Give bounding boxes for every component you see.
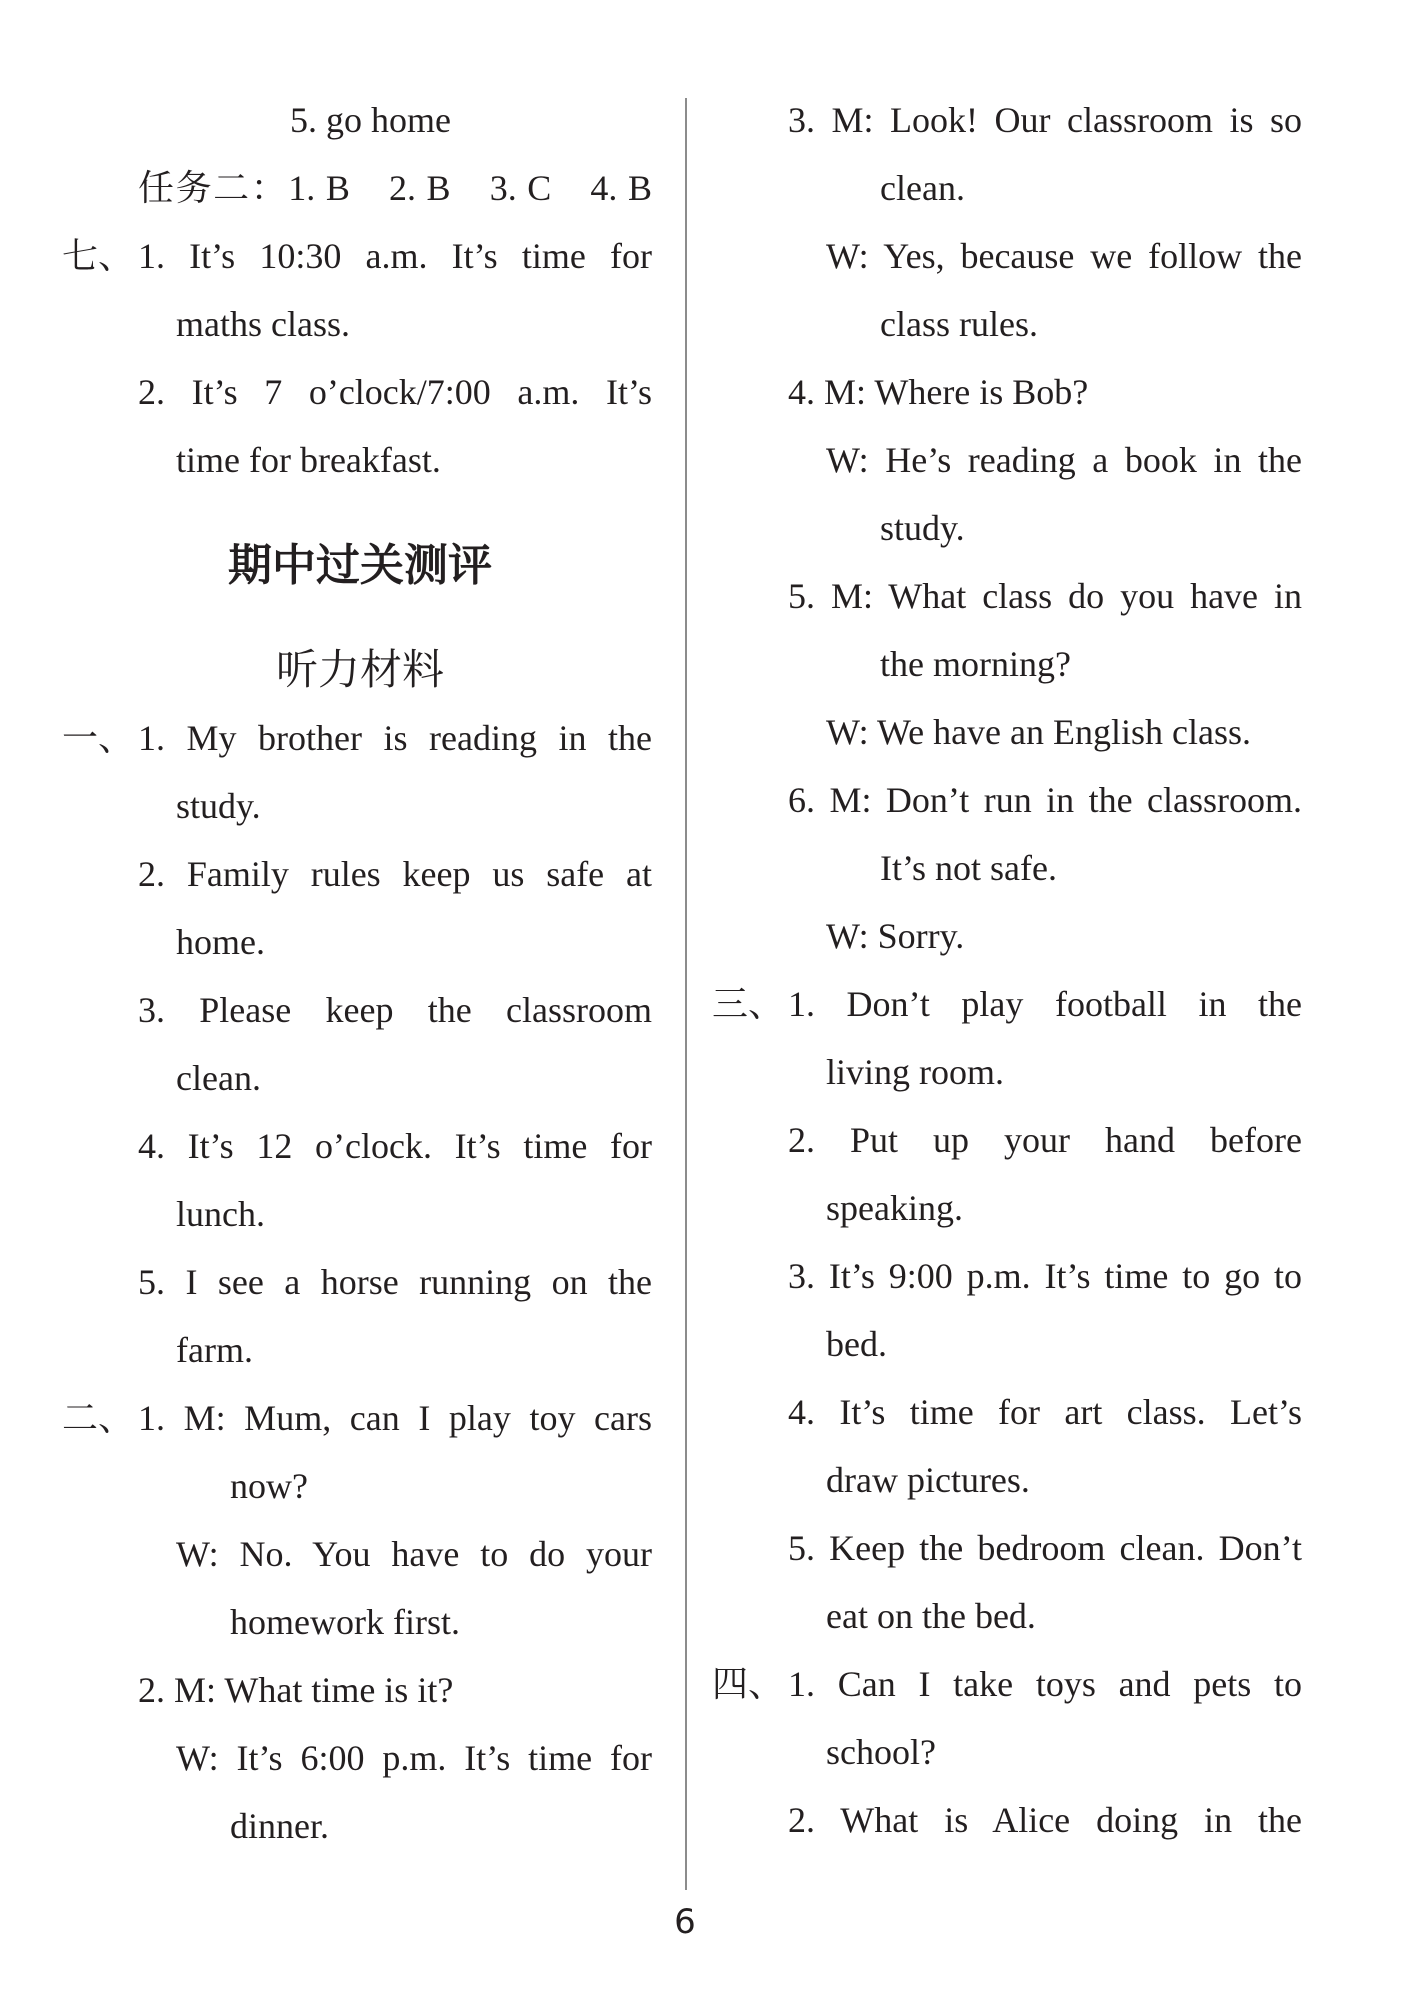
dialogue-4-woman: W: He’s reading a book in the [826,440,1302,480]
dialogue-5-man: 5. M: What class do you have in [788,576,1302,616]
section-1-item-5-cont: farm. [176,1330,253,1370]
section-4-item-1-cont: school? [826,1732,936,1772]
section-3-item-4: 4. It’s time for art class. Let’s [788,1392,1302,1432]
dialogue-3-man: 3. M: Look! Our classroom is so [788,100,1302,140]
section-3-item-3-cont: bed. [826,1324,887,1364]
section-3-item-2-cont: speaking. [826,1188,963,1228]
dialogue-5-man-cont: the morning? [880,644,1071,684]
section-1-item-4-cont: lunch. [176,1194,265,1234]
dialogue-1-woman: W: No. You have to do your [176,1534,652,1574]
section-3-label: 三、 [712,984,785,1024]
section-4-label: 四、 [712,1664,785,1704]
dialogue-4-man: 4. M: Where is Bob? [788,372,1089,412]
section-4-item-2: 2. What is Alice doing in the [788,1800,1302,1840]
dialogue-6-woman: W: Sorry. [826,916,965,956]
section-7-item-2-cont: time for breakfast. [176,440,441,480]
task2-answers: 任务二：1. B 2. B 3. C 4. B [138,168,652,208]
dialogue-6-man-cont: It’s not safe. [880,848,1057,888]
section-1-item-3-cont: clean. [176,1058,261,1098]
section-2-label: 二、 [62,1398,135,1438]
section-4-item-1: 1. Can I take toys and pets to [788,1664,1302,1704]
section-1-label: 一、 [62,718,135,758]
dialogue-1-man: 1. M: Mum, can I play toy cars [138,1398,652,1438]
section-7-item-2: 2. It’s 7 o’clock/7:00 a.m. It’s [138,372,652,412]
section-7-label: 七、 [62,236,135,276]
section-1-item-2: 2. Family rules keep us safe at [138,854,652,894]
answer-item-5: 5. go home [290,100,451,140]
dialogue-3-woman-cont: class rules. [880,304,1038,344]
section-subheading: 听力材料 [275,645,444,694]
dialogue-2-woman: W: It’s 6:00 p.m. It’s time for [176,1738,652,1778]
dialogue-4-woman-cont: study. [880,508,965,548]
section-3-item-2: 2. Put up your hand before [788,1120,1302,1160]
section-heading: 期中过关测评 [228,540,492,591]
section-1-item-3: 3. Please keep the classroom [138,990,652,1030]
section-3-item-5: 5. Keep the bedroom clean. Don’t [788,1528,1302,1568]
section-3-item-5-cont: eat on the bed. [826,1596,1036,1636]
dialogue-5-woman: W: We have an English class. [826,712,1251,752]
dialogue-2-man: 2. M: What time is it? [138,1670,454,1710]
page-number: 6 [674,1902,696,1942]
section-7-item-1: 1. It’s 10:30 a.m. It’s time for [138,236,652,276]
section-7-item-1-cont: maths class. [176,304,350,344]
dialogue-1-woman-cont: homework first. [230,1602,460,1642]
section-3-item-4-cont: draw pictures. [826,1460,1030,1500]
section-3-item-3: 3. It’s 9:00 p.m. It’s time to go to [788,1256,1302,1296]
section-1-item-5: 5. I see a horse running on the [138,1262,652,1302]
column-divider [685,98,687,1890]
section-1-item-1-cont: study. [176,786,261,826]
section-1-item-2-cont: home. [176,922,265,962]
section-3-item-1: 1. Don’t play football in the [788,984,1302,1024]
section-3-item-1-cont: living room. [826,1052,1004,1092]
section-1-item-1: 1. My brother is reading in the [138,718,652,758]
dialogue-3-man-cont: clean. [880,168,965,208]
section-1-item-4: 4. It’s 12 o’clock. It’s time for [138,1126,652,1166]
dialogue-2-woman-cont: dinner. [230,1806,329,1846]
dialogue-1-man-cont: now? [230,1466,308,1506]
dialogue-3-woman: W: Yes, because we follow the [826,236,1302,276]
dialogue-6-man: 6. M: Don’t run in the classroom. [788,780,1302,820]
